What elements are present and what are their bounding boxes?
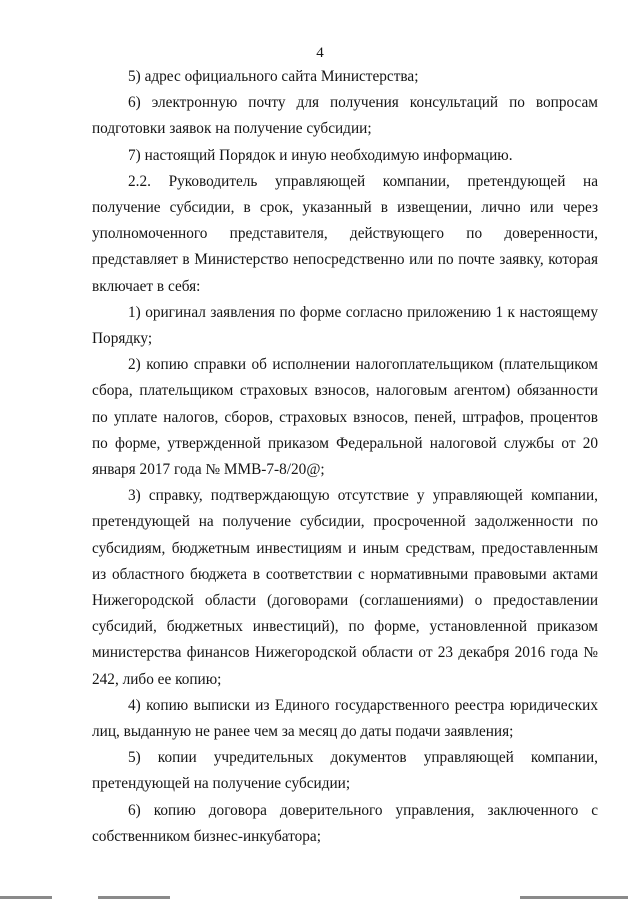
paragraph-tax-certificate-copy: 2) копию справки об исполнении налогоплательщиком (плательщиком сбора, плательщиком страховых взносов, налоговым агентом) обязанности по уплате налогов, сборов, страховых взносов, пеней, штрафов, процентов по форме, утвержденной приказом Федеральной налоговой службы от 20 января 2017 года № ММВ-7-8/20@; [92,356,598,479]
scan-artifact-left [0,896,52,899]
scan-artifact-middle [98,896,170,899]
paragraph-founding-documents: 5) копии учредительных документов управляющей компании, претендующей на получение субсидии; [92,749,598,793]
paragraph-egrul-extract: 4) копию выписки из Единого государственного реестра юридических лиц, выданную не ранее чем за месяц до даты подачи заявления; [92,696,598,741]
scan-artifact-right [520,896,628,899]
paragraph-section-2-2: 2.2. Руководитель управляющей компании, претендующей на получение субсидии, в срок, указанный в извещении, лично или через уполномоченного представителя, действующего по доверенности, представляет в Министерство непосредственно или по почте заявку, которая включает в себя: [92,172,598,295]
paragraph-application-original: 1) оригинал заявления по форме согласно приложению 1 к настоящему Порядку; [92,303,598,348]
paragraph-item-6-email: 6) электронную почту для получения консультаций по вопросам подготовки заявок на получение субсидии; [92,94,598,138]
paragraph-no-debt-certificate: 3) справку, подтверждающую отсутствие у управляющей компании, претендующей на получение субсидии, просроченной задолженности по субсидиям, бюджетным инвестициям и иным средствам, предоставленным из областного бюджета в соответствии с нормативными правовыми актами Нижегородской области (договорами (соглашениями) о предоставлении субсидий, бюджетных инвестиций), по форме, установленной приказом министерства финансов Нижегородской области от 23 декабря 2016 года № 242, либо ее копию; [92,487,598,688]
paragraph-item-7-procedure: 7) настоящий Порядок и иную необходимую информацию. [128,146,513,164]
document-body [92,64,598,850]
page-number: 4 [316,45,324,61]
paragraph-item-5-website: 5) адрес официального сайта Министерства; [128,68,419,85]
paragraph-trust-agreement: 6) копию договора доверительного управления, заключенного с собственником бизнес-инкубатора; [92,801,598,845]
